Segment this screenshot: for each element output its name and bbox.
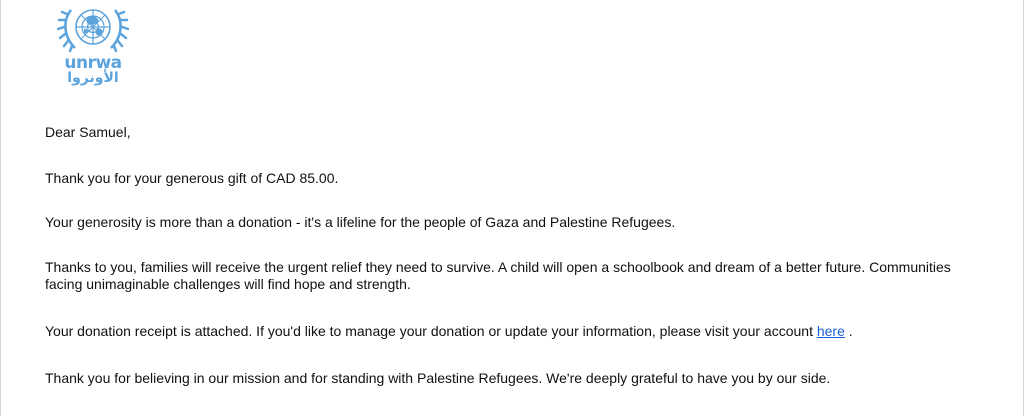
receipt-text: Your donation receipt is attached. If you'd like to manage your donation or update your information, please visit your account [45, 323, 817, 339]
manage-account-link[interactable]: here [816, 323, 845, 339]
un-emblem-icon [57, 2, 129, 56]
impact-line: Thanks to you, families will receive the urgent relief they need to survive. A child will open a schoolbook and dream of a better future. Communities facing unimaginable challenges will find hope and strength. [45, 259, 951, 292]
greeting: Dear Samuel, [45, 124, 131, 140]
unrwa-logo [57, 2, 129, 92]
receipt-line [45, 323, 853, 340]
generosity-line: Your generosity is more than a donation - it's a lifeline for the people of Gaza and Palestine Refugees. [45, 214, 676, 230]
thanks-line: Thank you for your generous gift of CAD 85.00. [45, 170, 339, 186]
receipt-text-end: . [844, 323, 853, 339]
closing-line: Thank you for believing in our mission and for standing with Palestine Refugees. We're deeply grateful to have you by our side. [45, 370, 831, 386]
logo-text-latin: unrwa [64, 53, 122, 73]
logo-text-arabic: الأونروا [67, 70, 119, 86]
